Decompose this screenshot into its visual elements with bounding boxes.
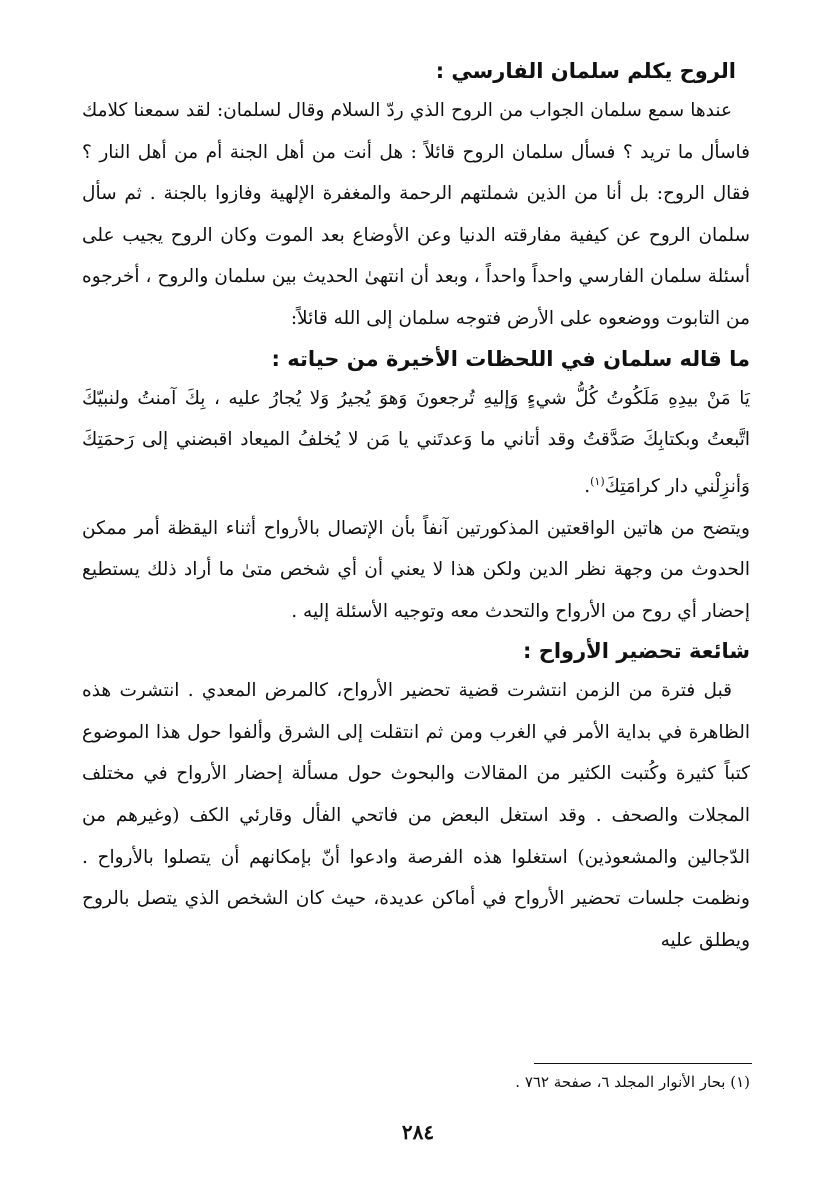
paragraph-spirit-dialogue: عندها سمع سلمان الجواب من الروح الذي ردّ السلام وقال لسلمان: لقد سمعنا كلامك فاسأل ما تريد ؟ فسأل سلمان الروح قائلاً : هل أنت من أهل الجنة أم من أهل النار ؟ فقال الروح: بل أنا من الذين شملتهم الرحمة والمغفرة الإلهية وفازوا بالجنة . ثم سأل سلمان الروح عن كيفية مفارقته الدنيا وعن الأوضاع بعد الموت وكان الروح يجيب على أسئلة سلمان الفارسي واحداً واحداً ، وبعد أن انتهىٰ الحديث بين سلمان والروح ، أخرجوه من التابوت ووضعوه على الأرض فتوجه سلمان إلى الله قائلاً:	[82, 100, 750, 329]
paragraph-conclusion: ويتضح من هاتين الواقعتين المذكورتين آنفاً بأن الإتصال بالأرواح أثناء اليقظة أمر ممكن الحدوث من وجهة نظر الدين ولكن هذا لا يعني أن أي شخص متىٰ ما أراد ذلك يستطيع إحضار أي روح من الأرواح والتحدث معه وتوجيه الأسئلة إليه .	[82, 517, 750, 622]
paragraph-salman-prayer: يَا مَنْ بيدِهِ مَلَكُوتُ كُلُّ شيءٍ وَإليهِ تُرجعونَ وَهوَ يُجيرُ وَلا يُجارُ عليه ، بِكَ آمنتُ ولنبيّكَ اتَّبعتُ وبكتابِكَ صَدَّقتُ وقد أتاني ما وَعدتَني يا مَن لا يُخلفُ الميعاد اقبضني إلى رَحمَتِكَ وَأنزِلْني دار كرامَتِكَ$^{(١)}$.	[82, 387, 750, 497]
section-heading-spirit-summoning: شائعة تحضير الأرواح :	[522, 639, 750, 664]
section-heading-last-moments: ما قاله سلمان في اللحظات الأخيرة من حياته :	[271, 346, 750, 371]
section-heading-spirit-speaks: الروح يكلم سلمان الفارسي :	[435, 59, 736, 83]
page-number: ٢٨٤	[401, 1120, 435, 1144]
page-body	[82, 52, 750, 961]
paragraph-spirit-summoning: قبل فترة من الزمن انتشرت قضية تحضير الأرواح، كالمرض المعدي . انتشرت هذه الظاهرة في بداية الأمر في الغرب ومن ثم انتقلت إلى الشرق وألفوا حول هذا الموضوع كتباً كثيرة وكُتبت الكثير من المقالات والبحوث حول مسألة إحضار الأرواح في مختلف المجلات والصحف . وقد استغل البعض من فاتحي الفأل وقارئي الكف (وغيرهم من الدّجالين والمشعوذين) استغلوا هذه الفرصة وادعوا أنّ بإمكانهم أن يتصلوا بالأرواح . ونظمت جلسات تحضير الأرواح في أماكن عديدة، حيث كان الشخص الذي يتصل بالروح ويطلق عليه	[82, 680, 750, 951]
prayer-text: يَا مَنْ بيدِهِ مَلَكُوتُ كُلُّ شيءٍ وَإليهِ تُرجعونَ وَهوَ يُجيرُ وَلا يُجارُ عليه ، بِكَ آمنتُ ولنبيّكَ اتَّبعتُ وبكتابِكَ صَدَّقتُ وقد أتاني ما وَعدتَني يا مَن لا يُخلفُ الميعاد اقبضني إلى رَحمَتِكَ وَأنزِلْني دار كرامَتِكَ	[82, 387, 750, 497]
footnote-text: (١) بحار الأنوار المجلد ٦، صفحة ٧٦٢ .	[515, 1073, 750, 1091]
footnote-marker: (١)	[590, 474, 605, 488]
footnote-divider	[534, 1063, 752, 1064]
